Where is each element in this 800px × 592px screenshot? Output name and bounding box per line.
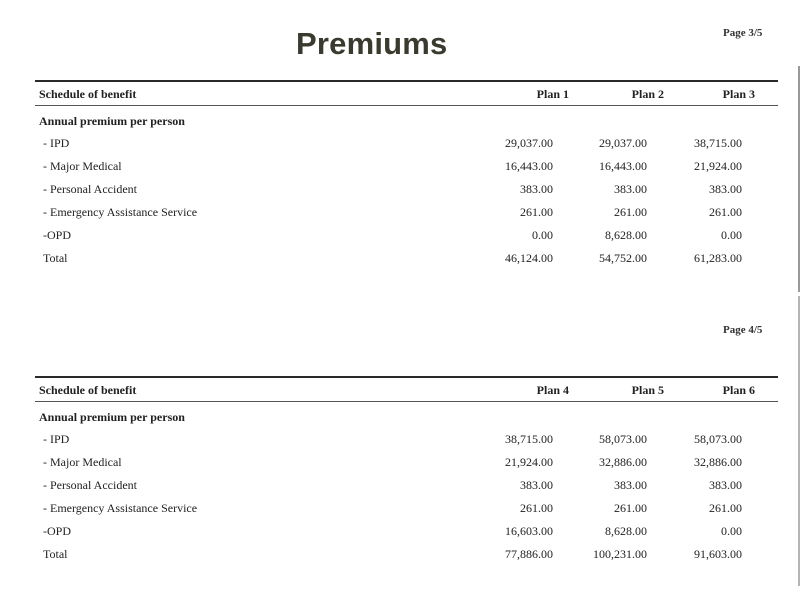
row-value: 32,886.00 [694, 455, 742, 469]
row-value: 8,628.00 [605, 524, 647, 538]
header-schedule-of-benefit: Schedule of benefit [39, 383, 137, 397]
table-row [35, 132, 778, 155]
row-value: 32,886.00 [599, 455, 647, 469]
row-label-opd: -OPD [43, 228, 72, 242]
premium-table-plans-4-6 [35, 376, 778, 566]
row-value: 261.00 [709, 205, 742, 219]
table-row [35, 520, 778, 543]
header-schedule-of-benefit: Schedule of benefit [39, 87, 137, 101]
row-value: 261.00 [709, 501, 742, 515]
header-plan-2: Plan 2 [631, 87, 664, 101]
table-row [35, 178, 778, 201]
table-subtitle [35, 402, 778, 428]
table-row [35, 428, 778, 451]
page-number: Page 3/5 [723, 27, 763, 39]
header-plan-3: Plan 3 [722, 87, 755, 101]
table-row [35, 201, 778, 224]
header-plan-6: Plan 6 [722, 383, 755, 397]
row-label-total: Total [43, 251, 68, 265]
row-value: 46,124.00 [505, 251, 553, 265]
row-label-emergency-assistance: - Emergency Assistance Service [43, 205, 198, 219]
row-value: 16,443.00 [505, 159, 553, 173]
table-row-total [35, 247, 778, 270]
row-value: 38,715.00 [505, 432, 553, 446]
slide-title: Premiums [296, 26, 448, 61]
row-label-total: Total [43, 547, 68, 561]
table-row [35, 474, 778, 497]
table-row [35, 155, 778, 178]
subtitle-text: Annual premium per person [39, 410, 185, 424]
row-value: 0.00 [721, 524, 742, 538]
row-value: 77,886.00 [505, 547, 553, 561]
row-value: 0.00 [721, 228, 742, 242]
row-label-ipd: - IPD [43, 136, 70, 150]
row-value: 16,603.00 [505, 524, 553, 538]
row-value: 383.00 [614, 478, 647, 492]
table-row [35, 497, 778, 520]
row-value: 21,924.00 [694, 159, 742, 173]
row-label-major-medical: - Major Medical [43, 159, 122, 173]
table-row [35, 224, 778, 247]
header-plan-5: Plan 5 [631, 383, 664, 397]
row-label-personal-accident: - Personal Accident [43, 478, 137, 492]
page-number: Page 4/5 [723, 324, 763, 336]
row-label-personal-accident: - Personal Accident [43, 182, 137, 196]
row-value: 61,283.00 [694, 251, 742, 265]
row-value: 383.00 [709, 478, 742, 492]
table-header-row [35, 82, 778, 105]
row-value: 8,628.00 [605, 228, 647, 242]
row-value: 58,073.00 [599, 432, 647, 446]
row-value: 100,231.00 [593, 547, 647, 561]
row-value: 38,715.00 [694, 136, 742, 150]
row-value: 58,073.00 [694, 432, 742, 446]
subtitle-text: Annual premium per person [39, 114, 185, 128]
row-value: 29,037.00 [505, 136, 553, 150]
row-value: 261.00 [614, 205, 647, 219]
row-label-emergency-assistance: - Emergency Assistance Service [43, 501, 198, 515]
row-value: 383.00 [520, 182, 553, 196]
row-value: 383.00 [709, 182, 742, 196]
row-value: 383.00 [520, 478, 553, 492]
row-value: 21,924.00 [505, 455, 553, 469]
table-subtitle [35, 106, 778, 132]
table-row-total [35, 543, 778, 566]
table-header-row [35, 378, 778, 401]
row-value: 261.00 [520, 501, 553, 515]
row-value: 16,443.00 [599, 159, 647, 173]
row-value: 0.00 [532, 228, 553, 242]
row-value: 91,603.00 [694, 547, 742, 561]
row-value: 29,037.00 [599, 136, 647, 150]
row-value: 261.00 [614, 501, 647, 515]
row-value: 383.00 [614, 182, 647, 196]
table-row [35, 451, 778, 474]
row-label-opd: -OPD [43, 524, 72, 538]
premium-table-plans-1-3 [35, 80, 778, 270]
row-value: 261.00 [520, 205, 553, 219]
header-plan-1: Plan 1 [536, 87, 569, 101]
row-label-ipd: - IPD [43, 432, 70, 446]
row-value: 54,752.00 [599, 251, 647, 265]
header-plan-4: Plan 4 [536, 383, 569, 397]
row-label-major-medical: - Major Medical [43, 455, 122, 469]
